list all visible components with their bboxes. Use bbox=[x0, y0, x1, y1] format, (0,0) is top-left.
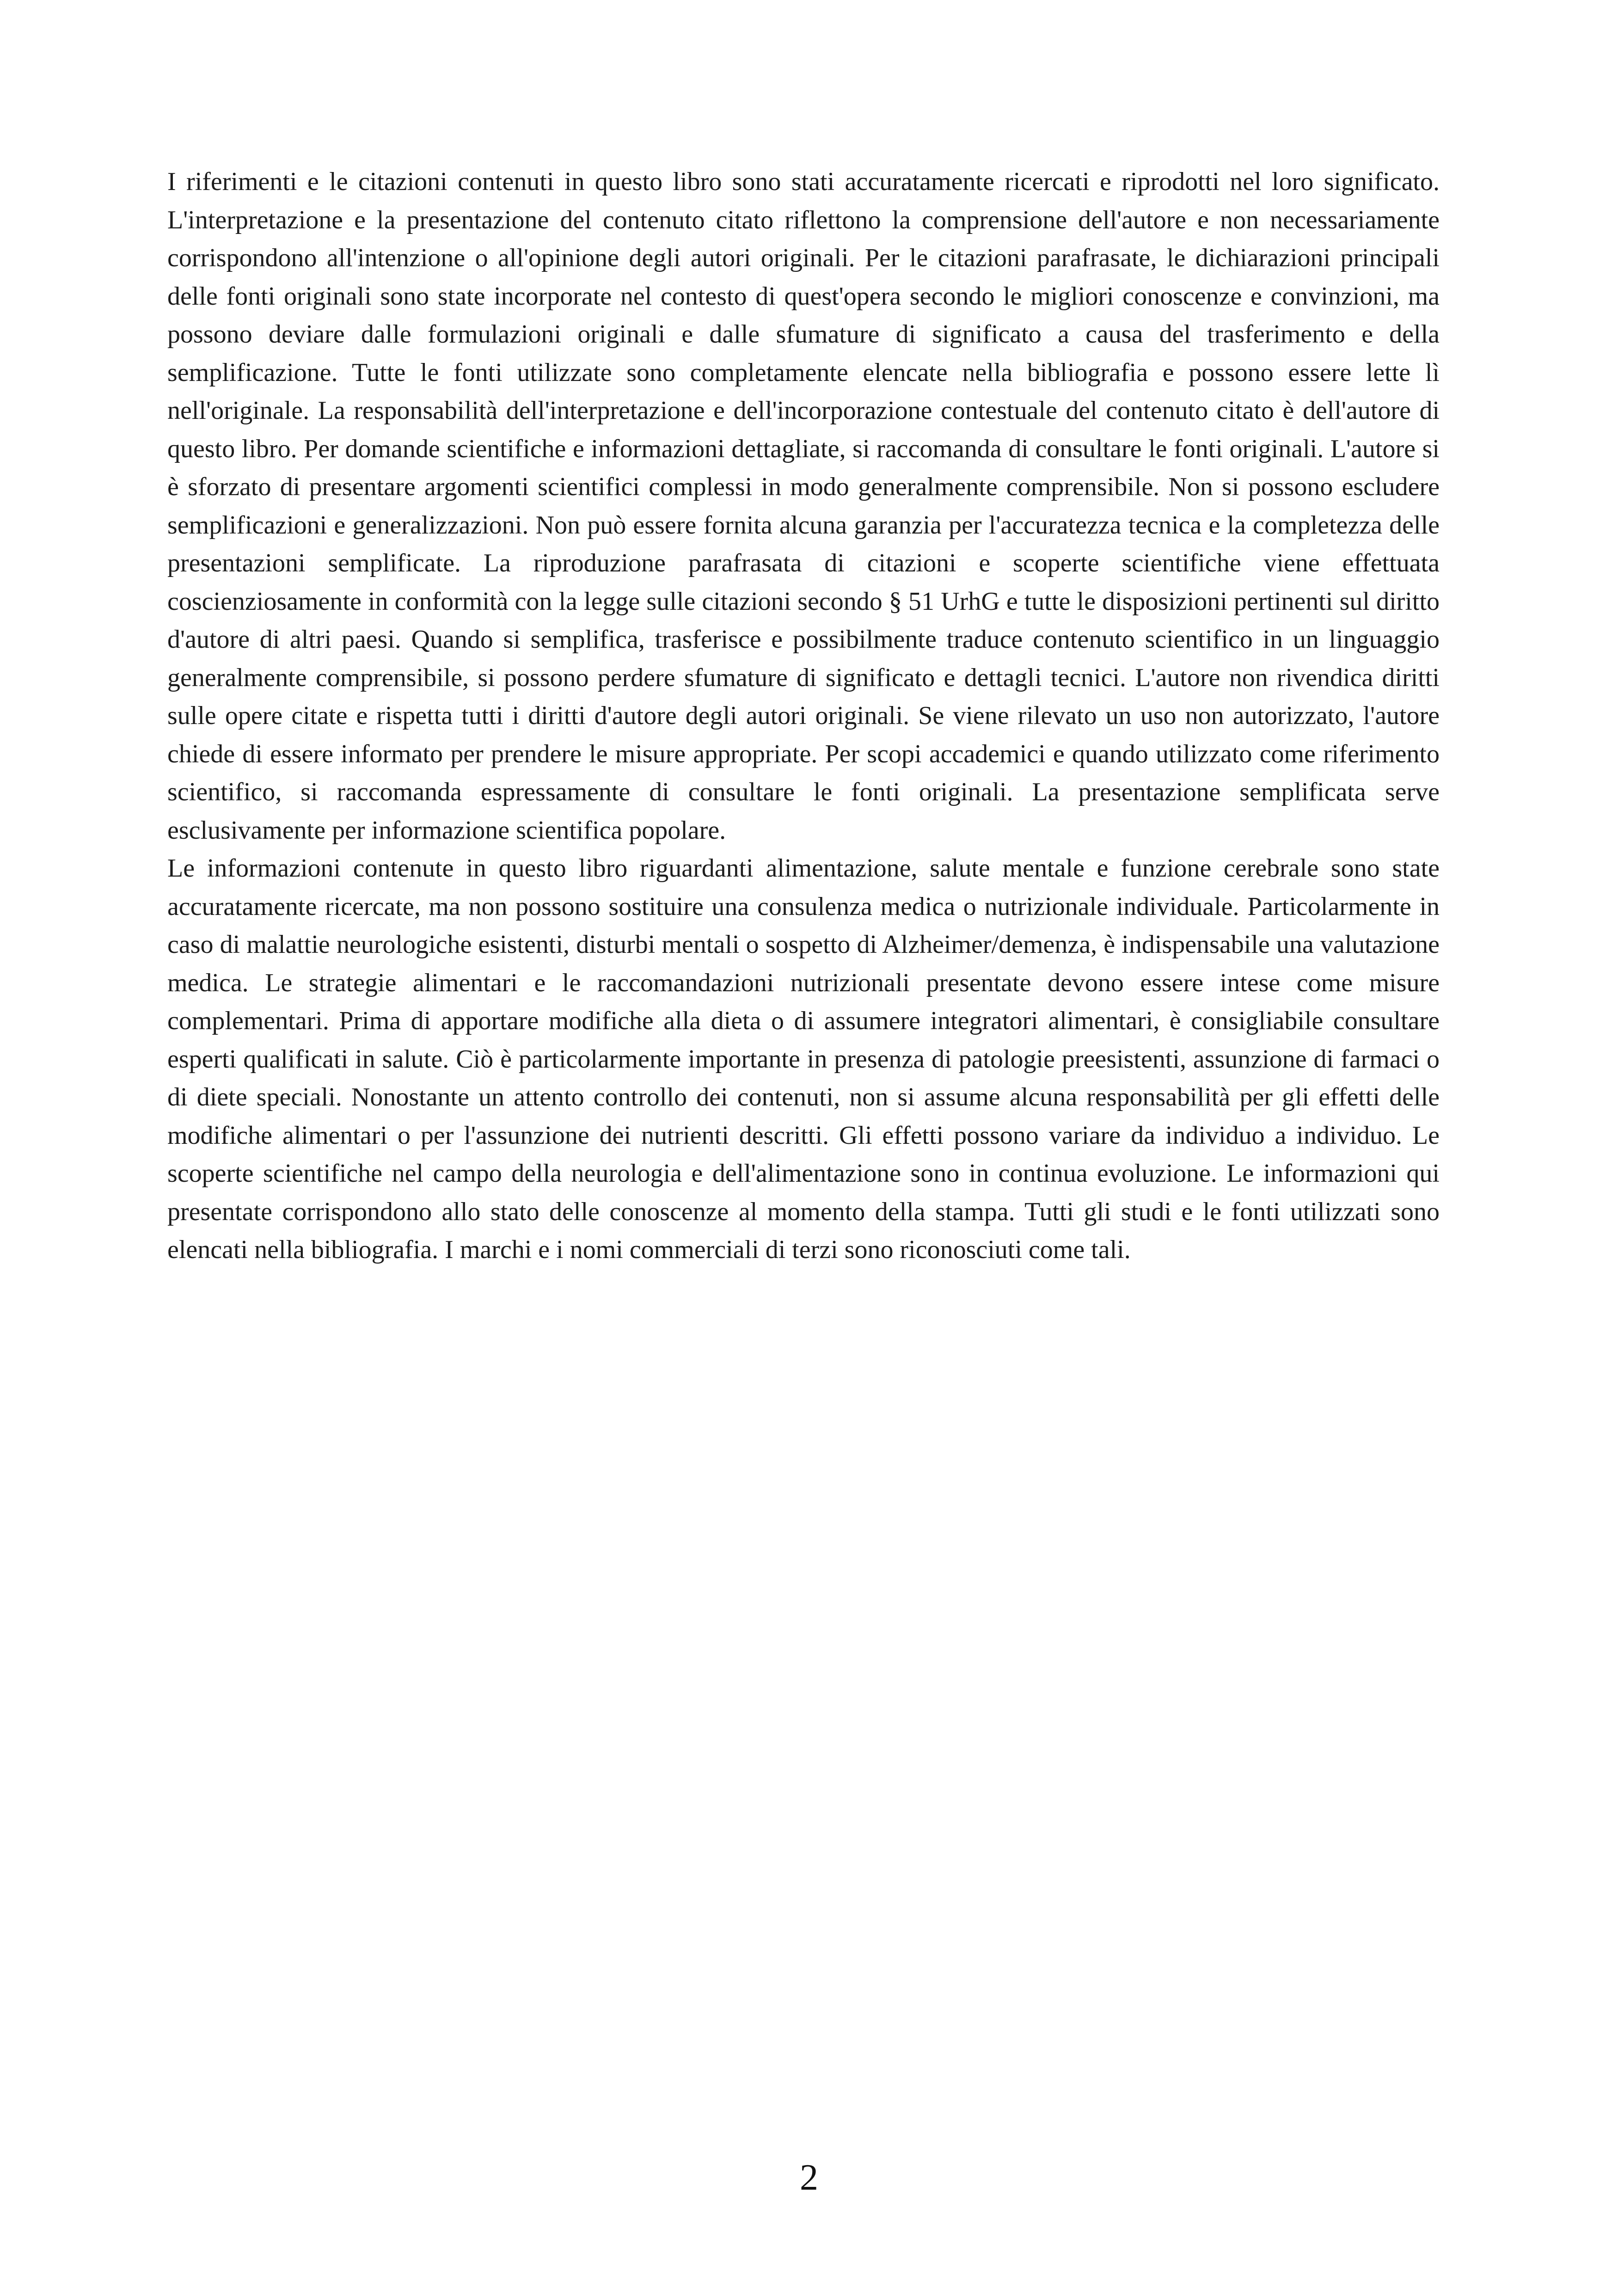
paragraph-citations-disclaimer: I riferimenti e le citazioni contenuti in questo libro sono stati accuratamente ricercati e riprodotti nel loro significato. L'interpretazione e la presentazione del contenuto citato riflettono la comprensione dell'autore e non necessariamente corrispondono all'intenzione o all'opinione degli autori originali. Per le citazioni parafrasate, le dichiarazioni principali delle fonti originali sono state incorporate nel contesto di quest'opera secondo le migliori conoscenze e convinzioni, ma possono deviare dalle formulazioni originali e dalle sfumature di significato a causa del trasferimento e della semplificazione. Tutte le fonti utilizzate sono completamente elencate nella bibliografia e possono essere lette lì nell'originale. La responsabilità dell'interpretazione e dell'incorporazione contestuale del contenuto citato è dell'autore di questo libro. Per domande scientifiche e informazioni dettagliate, si raccomanda di consultare le fonti originali. L'autore si è sforzato di presentare argomenti scientifici complessi in modo generalmente comprensibile. Non si possono escludere semplificazioni e generalizzazioni. Non può essere fornita alcuna garanzia per l'accuratezza tecnica e la completezza delle presentazioni semplificate. La riproduzione parafrasata di citazioni e scoperte scientifiche viene effettuata coscienziosamente in conformità con la legge sulle citazioni secondo § 51 UrhG e tutte le disposizioni pertinenti sul diritto d'autore di altri paesi. Quando si semplifica, trasferisce e possibilmente traduce contenuto scientifico in un linguaggio generalmente comprensibile, si possono perdere sfumature di significato e dettagli tecnici. L'autore non rivendica diritti sulle opere citate e rispetta tutti i diritti d'autore degli autori originali. Se viene rilevato un uso non autorizzato, l'autore chiede di essere informato per prendere le misure appropriate. Per scopi accademici e quando utilizzato come riferimento scientifico, si raccomanda espressamente di consultare le fonti originali. La presentazione semplificata serve esclusivamente per informazione scientifica popolare. bbox=[167, 167, 1440, 845]
paragraph-medical-disclaimer: Le informazioni contenute in questo libro riguardanti alimentazione, salute mentale e funzione cerebrale sono state accuratamente ricercate, ma non possono sostituire una consulenza medica o nutrizionale individuale. Particolarmente in caso di malattie neurologiche esistenti, disturbi mentali o sospetto di Alzheimer/demenza, è indispensabile una valutazione medica. Le strategie alimentari e le raccomandazioni nutrizionali presentate devono essere intese come misure complementari. Prima di apportare modifiche alla dieta o di assumere integratori alimentari, è consigliabile consultare esperti qualificati in salute. Ciò è particolarmente importante in presenza di patologie preesistenti, assunzione di farmaci o di diete speciali. Nonostante un attento controllo dei contenuti, non si assume alcuna responsabilità per gli effetti delle modifiche alimentari o per l'assunzione dei nutrienti descritti. Gli effetti possono variare da individuo a individuo. Le scoperte scientifiche nel campo della neurologia e dell'alimentazione sono in continua evoluzione. Le informazioni qui presentate corrispondono allo stato delle conoscenze al momento della stampa. Tutti gli studi e le fonti utilizzati sono elencati nella bibliografia. I marchi e i nomi commerciali di terzi sono riconosciuti come tali. bbox=[167, 854, 1440, 1264]
page-number: 2 bbox=[800, 2157, 818, 2198]
body-text bbox=[167, 163, 1440, 1269]
